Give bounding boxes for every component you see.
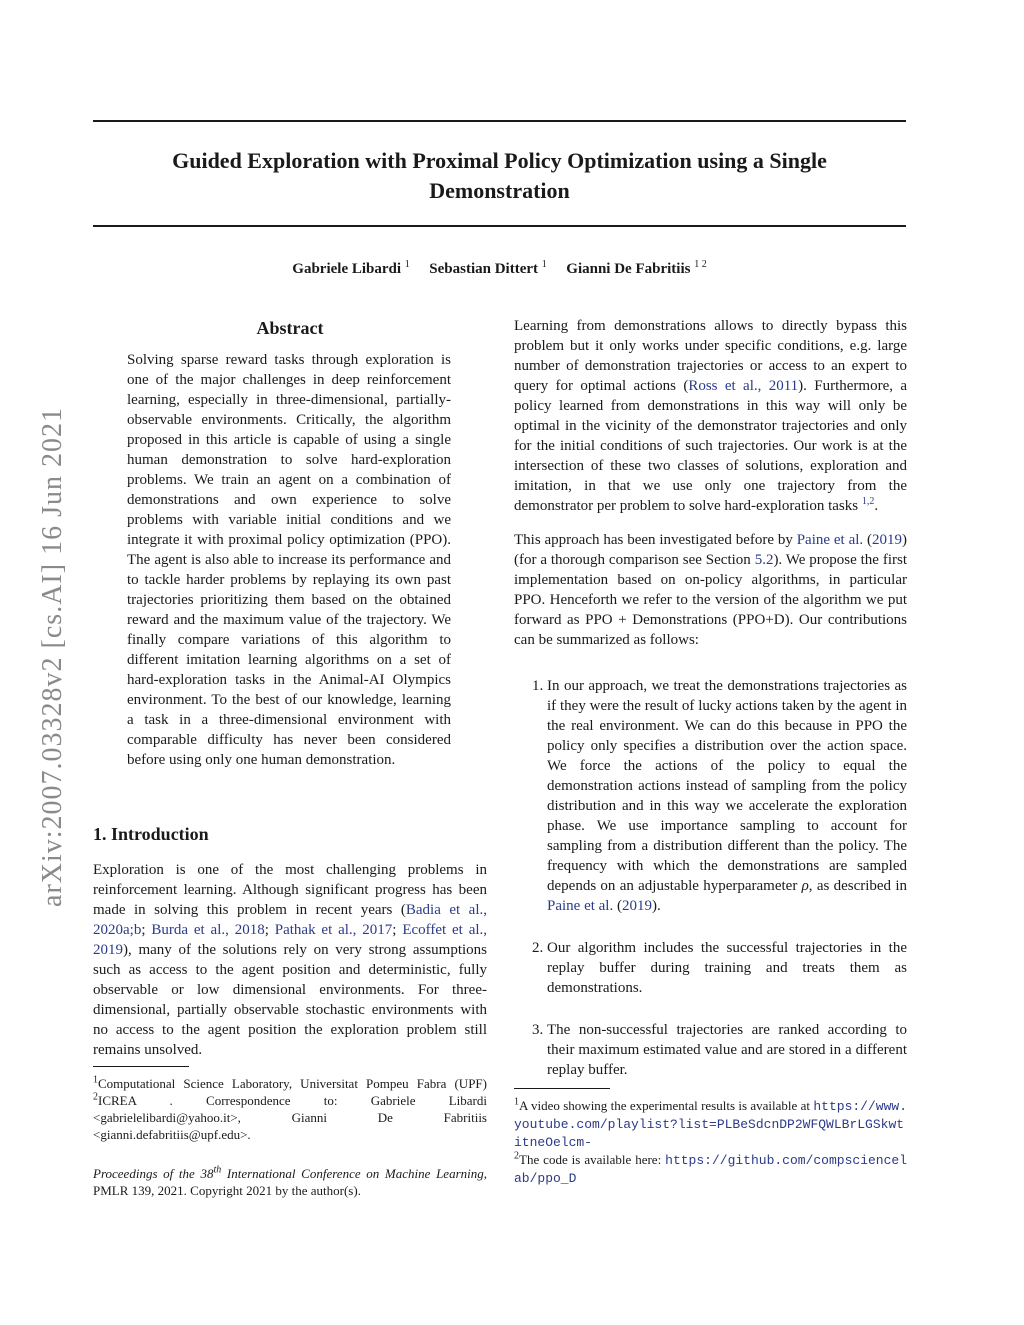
code-url-link[interactable]: https://github.com/compsciencelab/ppo_D (514, 1153, 907, 1186)
right-column (514, 316, 907, 1187)
top-rule (93, 120, 906, 122)
left-column (93, 316, 487, 1199)
footnote-1 (514, 1097, 907, 1151)
text-run: ). Furthermore, a policy learned from demonstrations in this way will only be optimal in the vicinity of the demonstrator trajectories and only for the initial conditions of such trajectories. Our work is at the intersection of these two classes of solutions, exploration and imitation, in that we use only one trajectory from the demonstrator per problem to solve hard-exploration tasks (514, 378, 907, 514)
section-link[interactable]: 5.2 (754, 552, 774, 568)
text-run: , as described in (808, 878, 907, 894)
text-run: th (213, 1164, 222, 1176)
text-run: 38 (200, 1166, 214, 1181)
right-paragraph-2 (514, 530, 907, 650)
text-run: This approach has been investigated before by (514, 532, 797, 548)
text-run: Learning from demonstrations allows to directly bypass this problem but it only works under specific conditions, e.g. large number of demonstration trajectories or access to an expert to query for optimal actions ( (514, 318, 907, 394)
footnote-mark: 1 (93, 1074, 98, 1086)
citation-link[interactable]: Paine et al. (547, 898, 614, 914)
footnote-ref-link[interactable]: 1,2 (861, 496, 875, 507)
text-run: ). (651, 898, 661, 914)
proceedings-note (93, 1165, 487, 1199)
citation-link[interactable]: Burda et al., 2018 (151, 922, 265, 938)
text-run: A video showing the experimental results is available at (519, 1098, 814, 1113)
arxiv-stamp: arXiv:2007.03328v2 [cs.AI] 16 Jun 2021 (37, 407, 68, 907)
footnote-rule (93, 1066, 189, 1067)
affiliation-footnote (93, 1075, 487, 1143)
citation-link[interactable]: Ecoffet et al., 2019 (93, 922, 488, 958)
title-line-1: Guided Exploration with Proximal Policy Optimization using a Single (172, 148, 827, 173)
list-item (547, 676, 907, 916)
citation-link[interactable]: Pathak et al., 2017 (274, 922, 393, 938)
text-run: The code is available here: (519, 1152, 666, 1167)
text-run: Computational Science Laboratory, Universitat Pompeu Fabra (UPF) (98, 1076, 487, 1091)
citation-link[interactable]: 2019 (621, 898, 652, 914)
text-run: ( (863, 532, 873, 548)
author-name: Sebastian Dittert (429, 261, 539, 277)
footnote-rule (514, 1088, 610, 1089)
text-run: In our approach, we treat the demonstrations trajectories as if they were the result of lucky actions taken by the agent in the real environment. We can do this because in PPO the policy only specifies a distribution over the action space. We force the actions of the policy to equal the demonstration actions instead of sampling from the policy distribution and in this way we accelerate the exploration phase. We use importance sampling to account for sampling from a distribution different than the policy. The frequency with which the demonstrations are sampled depends on an adjustable hyperparameter (547, 678, 907, 894)
author-affiliation: 1 (541, 259, 547, 270)
text-run: ). We propose the first implementation based on on-policy algorithms, in particular PPO. Henceforth we refer to the version of the algorithm we put forward as PPO + Demonstrations (PPO+D). Our contributions can be summarized as follows: (514, 552, 907, 648)
contributions-list (514, 676, 907, 1080)
abstract-heading: Abstract (256, 318, 324, 338)
bottom-title-rule (93, 225, 906, 227)
footnote-2 (514, 1151, 907, 1187)
author-name: Gabriele Libardi (292, 261, 402, 277)
text-run: Exploration is one of the most challenging problems in reinforcement learning. Although significant progress has been made in solving this problem in recent years ( (93, 862, 487, 918)
footnote-mark: 2 (93, 1091, 98, 1103)
text-run: , PMLR 139, 2021. Copyright 2021 by the author(s). (93, 1166, 487, 1198)
footnote-mark: 2 (514, 1150, 519, 1162)
text-run: ICREA . Correspondence to: Gabriele Libardi <gabrielelibardi@yahoo.it>, Gianni De Fabritiis <gianni.defabritiis@upf.edu>. (93, 1093, 487, 1142)
text-run: . (874, 498, 879, 514)
text-run: ; (392, 922, 403, 938)
author-affiliation: 1 2 (694, 259, 707, 270)
title-line-2: Demonstration (429, 178, 570, 203)
text-run: Proceedings of the (93, 1166, 201, 1181)
citation-link[interactable]: Badia et al., 2020a;b (93, 902, 487, 938)
list-item: 2. Our algorithm includes the successful trajectories in the replay buffer during training and treats them as demonstrations. (547, 938, 907, 998)
text-run: ρ (801, 878, 809, 894)
author-name: Gianni De Fabritiis (566, 261, 691, 277)
text-run: ) (for a thorough comparison see Section (514, 532, 908, 568)
introduction-heading: 1. Introduction (93, 824, 209, 844)
text-run: ), many of the solutions rely on very strong assumptions such as access to the agent position and deterministic, fully observable or low dimensional environments. For three-dimensional, partially observable stochastic environments with no access to the agent position the exploration problem still remains unsolved. (93, 942, 487, 1058)
introduction-paragraph (93, 860, 487, 1060)
author-affiliation: 1 (404, 259, 410, 270)
author-list (93, 261, 906, 278)
paper-title (93, 146, 906, 206)
citation-link[interactable]: 2019 (872, 532, 903, 548)
text-run: International Conference on Machine Learning (221, 1166, 484, 1181)
abstract-body: Solving sparse reward tasks through exploration is one of the major challenges in deep reinforcement learning, especially in three-dimensional, partially-observable environments. Critically, the algorithm proposed in this article is capable of using a single human demonstration to solve hard-exploration problems. We train an agent on a combination of demonstrations and own experience to solve problems with variable initial conditions and we integrate it with proximal policy optimization (PPO). The agent is also able to increase its performance and to tackle harder problems by replaying its own past trajectories prioritizing them based on the obtained reward and the maximum value of the trajectory. We finally compare variations of this algorithm to different imitation learning algorithms on a set of hard-exploration tasks in the Animal-AI Olympics environment. To the best of our knowledge, learning a task in a three-dimensional environment with comparable difficulty has never been considered before using only one human demonstration. (127, 352, 451, 768)
right-paragraph-1 (514, 316, 907, 516)
text-run: ( (613, 898, 622, 914)
text-run: ; (264, 922, 275, 938)
list-item: 3. The non-successful trajectories are ranked according to their maximum estimated value and are stored in a different replay buffer. (547, 1020, 907, 1080)
citation-link[interactable]: Ross et al., 2011 (688, 378, 799, 394)
citation-link[interactable]: Paine et al. (796, 532, 864, 548)
text-run: ; (141, 922, 152, 938)
footnote-mark: 1 (514, 1096, 519, 1108)
video-url-link[interactable]: https://www.youtube.com/playlist?list=PLBeSdcnDP2WFQWLBrLGSkwtitneOelcm- (514, 1099, 907, 1150)
